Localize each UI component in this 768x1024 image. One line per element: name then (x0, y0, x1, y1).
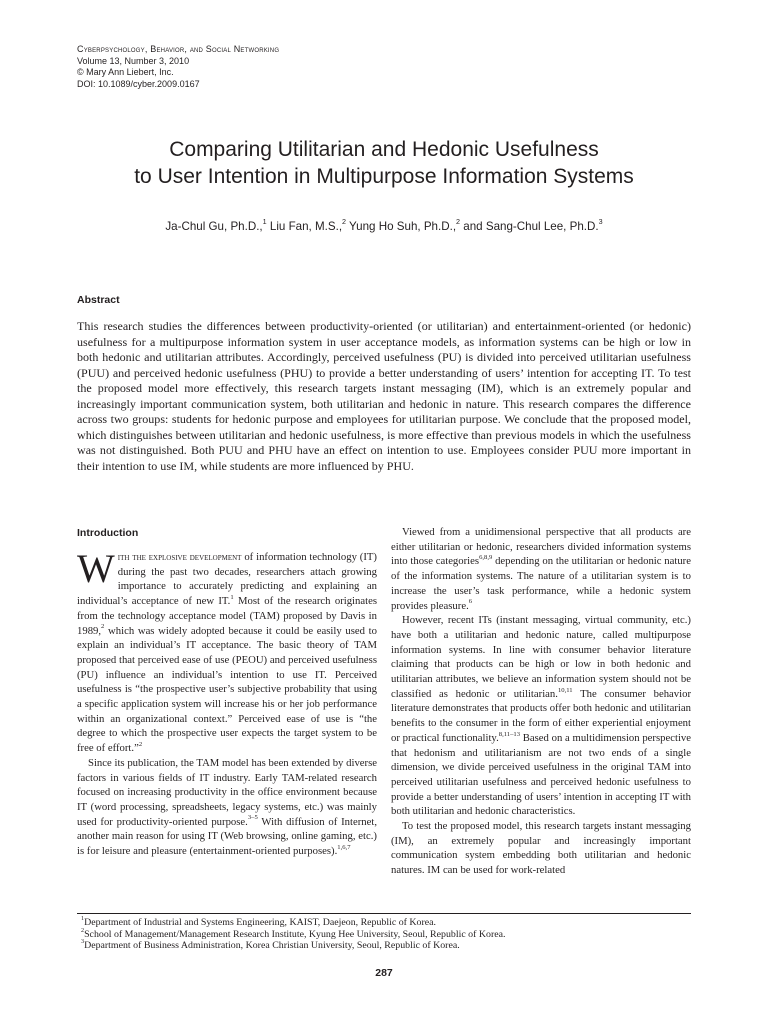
paragraph-text: The consumer behavior literature demonstrates that products offer both hedonic and utilitarian benefits to the consumer in the form of either experiential enjoyment or practical functionality. (391, 687, 692, 744)
intro-paragraph-5: To test the proposed model, this research targets instant messaging (IM), an extremely popular and increasingly important communication system embedding both utilitarian and hedonic natures. IM can be used for work-related (391, 820, 691, 877)
citation-mark: 1,6,7 (337, 843, 351, 851)
citation-mark: 8,11–13 (498, 730, 521, 738)
page-number: 287 (375, 967, 393, 979)
title-line-2: to User Intention in Multipurpose Information Systems (134, 165, 634, 188)
journal-copyright: © Mary Ann Liebert, Inc. (77, 67, 174, 77)
author-name: Yung Ho Suh, Ph.D., (346, 220, 457, 233)
paragraph-text: Most of the research originates from the technology acceptance model (TAM) proposed by Davis in 1989, (77, 595, 377, 637)
paragraph-text: depending on the utilitarian or hedonic nature of the information systems. The nature of a utilitarian system is to increase the user’s task performance, while a hedonic system provides pleasure. (391, 555, 691, 612)
right-column (391, 525, 691, 878)
author-affiliation-mark: 2 (342, 217, 347, 227)
paragraph-text: However, recent ITs (instant messaging, virtual community, etc.) have both a utilitarian and hedonic nature, called multipurpose information systems. In line with consumer behavior literature claiming that products can be high or low in both hedonic and utilitarian attributes, we believe an information system should not be classified as hedonic or utilitarian. (391, 614, 691, 700)
journal-header (77, 44, 279, 90)
footnote-text: Department of Business Administration, Korea Christian University, Seoul, Republic of Korea. (84, 940, 460, 951)
citation-mark: 6,8,9 (479, 554, 493, 562)
intro-paragraph-1 (77, 546, 377, 756)
footnote-divider (77, 913, 691, 914)
footnote-mark: 2 (81, 927, 85, 934)
paragraph-text: Since its publication, the TAM model has been extended by diverse factors in various fields of IT industry. Early TAM-related research focused on increasing productivity in the office environment because IT (word processing, spreadsheets, legacy systems, etc.) was mainly used for productivity-oriented purpose. (77, 756, 377, 828)
citation-mark: 2 (101, 623, 105, 631)
author-affiliation-mark: 3 (598, 217, 603, 227)
footnote-text: Department of Industrial and Systems Engineering, KAIST, Daejeon, Republic of Korea. (84, 917, 436, 928)
citation-mark: 6 (468, 598, 473, 606)
footnote-text: School of Management/Management Research Institute, Kyung Hee University, Seoul, Republic of Korea. (84, 928, 506, 940)
introduction-heading: Introduction (77, 527, 139, 539)
article-title (0, 136, 768, 190)
intro-paragraph-3 (391, 525, 691, 613)
paragraph-text: Viewed from a unidimensional perspective that all products are either utilitarian or hedonic, researchers divided information systems into those categories (391, 526, 691, 568)
author-name: Liu Fan, M.S., (266, 220, 343, 233)
footnote (77, 917, 691, 929)
paragraph-text: Based on a multidimension perspective that hedonism and utilitarianism are not two ends of a single dimension, we divide perceived usefulness in the original TAM into perceived utilitarian usefulness and perceived hedonic usefulness to provide a better understanding of users’ intention in accepting IT with both utilitarian and hedonic characteristics. (391, 731, 692, 818)
author-name: Ja-Chul Gu, Ph.D., (165, 220, 263, 233)
citation-mark: 3–5 (247, 814, 258, 822)
citation-mark: 2 (138, 740, 143, 748)
footnote-mark: 3 (81, 939, 85, 946)
journal-name: Cyberpsychology, Behavior, and Social Networking (77, 44, 280, 54)
lead-in-small-caps: ith the explosive development (117, 551, 242, 563)
paragraph-text: which was widely adopted because it could be easily used to explain an individual’s IT acceptance. The basic theory of TAM proposed that perceived ease of use (PEOU) and perceived usefulness (PU) influence an individual’s intention to use IT. Perceived usefulness is “the prospective user’s subjective probability that using a specific application system will increase his or her job performance within an organizational context.” Perceived ease of use is “the degree to which the prospective user expects the target system to be free of effort.” (77, 624, 377, 755)
intro-paragraph-2 (77, 756, 377, 859)
footnote (77, 940, 691, 952)
abstract-heading: Abstract (77, 294, 120, 306)
author-name: and Sang-Chul Lee, Ph.D. (460, 220, 599, 233)
paragraph-text: of information technology (IT) during the past two decades, researchers attach growing importance to accurately predicting and explaining an individual’s acceptance of new IT. (77, 551, 377, 608)
journal-doi: DOI: 10.1089/cyber.2009.0167 (77, 78, 200, 89)
citation-mark: 10,11 (557, 686, 573, 694)
citation-mark: 1 (230, 593, 234, 601)
footnote (77, 929, 691, 941)
abstract-text: This research studies the differences between productivity-oriented (or utilitarian) and entertainment-oriented (or hedonic) usefulness for a multipurpose information system in user acceptance models, as information systems can be high or low in both hedonic and utilitarian attributes. Accordingly, perceived usefulness (PU) is divided into perceived utilitarian usefulness (PUU) and perceived hedonic usefulness (PHU) to provide a better understanding of users’ intention for accepting IT. To test the proposed model more effectively, this research targets instant messaging (IM), which is an extremely popular and increasingly important communication system, both utilitarian and hedonic in nature. This research compares the difference across two groups: students for hedonic purpose and employees for utilitarian purpose. We conclude that the proposed model, which distinguishes between utilitarian and hedonic usefulness, is more effective than previous models in which the usefulness was not distinguished. Both PUU and PHU have an effect on intention to use. Employees consider PUU more important in their intention to use IM, while students are more influenced by PHU. (77, 319, 691, 473)
footnotes (77, 917, 691, 952)
left-column (77, 546, 378, 859)
footnote-mark: 1 (81, 916, 85, 923)
intro-paragraph-4 (391, 613, 691, 819)
author-list (0, 217, 768, 234)
author-affiliation-mark: 1 (262, 217, 267, 227)
paragraph-text: With diffusion of Internet, another main reason for using IT (Web browsing, online gaming, etc.) is for leisure and pleasure (entertainment-oriented purposes). (77, 815, 378, 858)
author-affiliation-mark: 2 (456, 217, 461, 227)
journal-volume: Volume 13, Number 3, 2010 (77, 55, 190, 66)
drop-cap: W (77, 546, 115, 591)
title-line-1: Comparing Utilitarian and Hedonic Usefulness (169, 138, 599, 161)
